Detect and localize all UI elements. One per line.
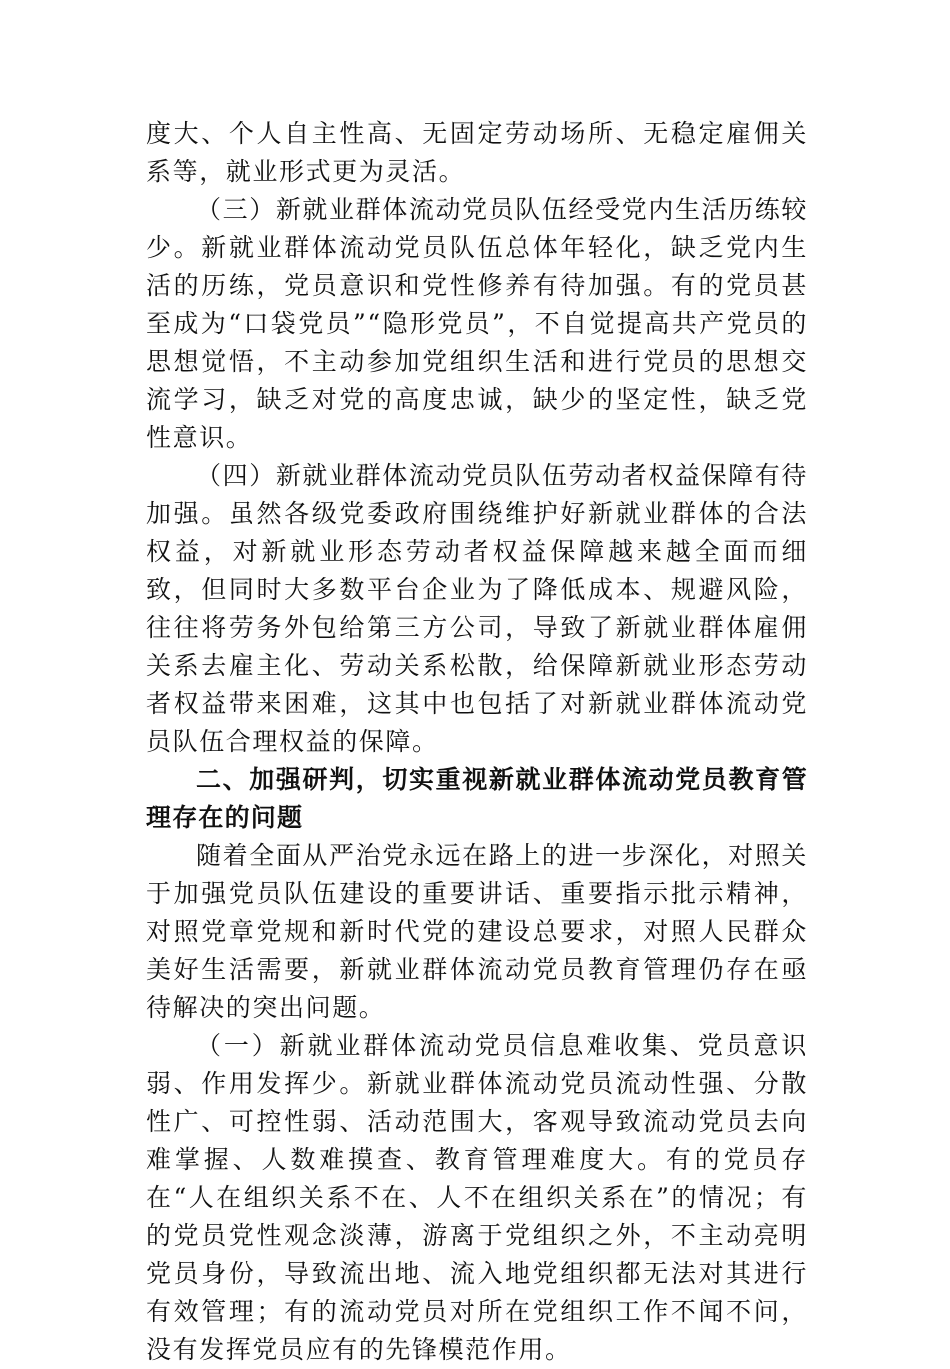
paragraph-intro: 随着全面从严治党永远在路上的进一步深化，对照关于加强党员队伍建设的重要讲话、重要指示批示精神，对照党章党规和新时代党的建设总要求，对照人民群众美好生活需要，新就业群体流动党员教育管理仍存在亟待解决的突出问题。 bbox=[146, 841, 808, 1022]
paragraph-continuation: 度大、个人自主性高、无固定劳动场所、无稳定雇佣关系等，就业形式更为灵活。 bbox=[146, 119, 808, 186]
paragraph-section-four: （四）新就业群体流动党员队伍劳动者权益保障有待加强。虽然各级党委政府围绕维护好新就业群体的合法权益，对新就业形态劳动者权益保障越来越全面而细致，但同时大多数平台企业为了降低成本、规避风险，往往将劳务外包给第三方公司，导致了新就业群体雇佣关系去雇主化、劳动关系松散，给保障新就业形态劳动者权益带来困难，这其中也包括了对新就业群体流动党员队伍合理权益的保障。 bbox=[146, 461, 808, 756]
section-heading-two: 二、加强研判，切实重视新就业群体流动党员教育管理存在的问题 bbox=[146, 765, 808, 832]
paragraph-section-three: （三）新就业群体流动党员队伍经受党内生活历练较少。新就业群体流动党员队伍总体年轻化，缺乏党内生活的历练，党员意识和党性修养有待加强。有的党员甚至成为“口袋党员”“隐形党员”，不自觉提高共产党员的思想觉悟，不主动参加党组织生活和进行党员的思想交流学习，缺乏对党的高度忠诚，缺少的坚定性，缺乏党性意识。 bbox=[146, 195, 808, 452]
paragraph-subsection-one: （一）新就业群体流动党员信息难收集、党员意识弱、作用发挥少。新就业群体流动党员流动性强、分散性广、可控性弱、活动范围大，客观导致流动党员去向难掌握、人数难摸查、教育管理难度大。有的党员存在“人在组织关系不在、人不在组织关系在”的情况；有的党员党性观念淡薄，游离于党组织之外，不主动亮明党员身份，导致流出地、流入地党组织都无法对其进行有效管理；有的流动党员对所在党组织工作不闻不问，没有发挥党员应有的先锋模范作用。 bbox=[146, 1031, 808, 1364]
document-page bbox=[146, 115, 808, 1369]
